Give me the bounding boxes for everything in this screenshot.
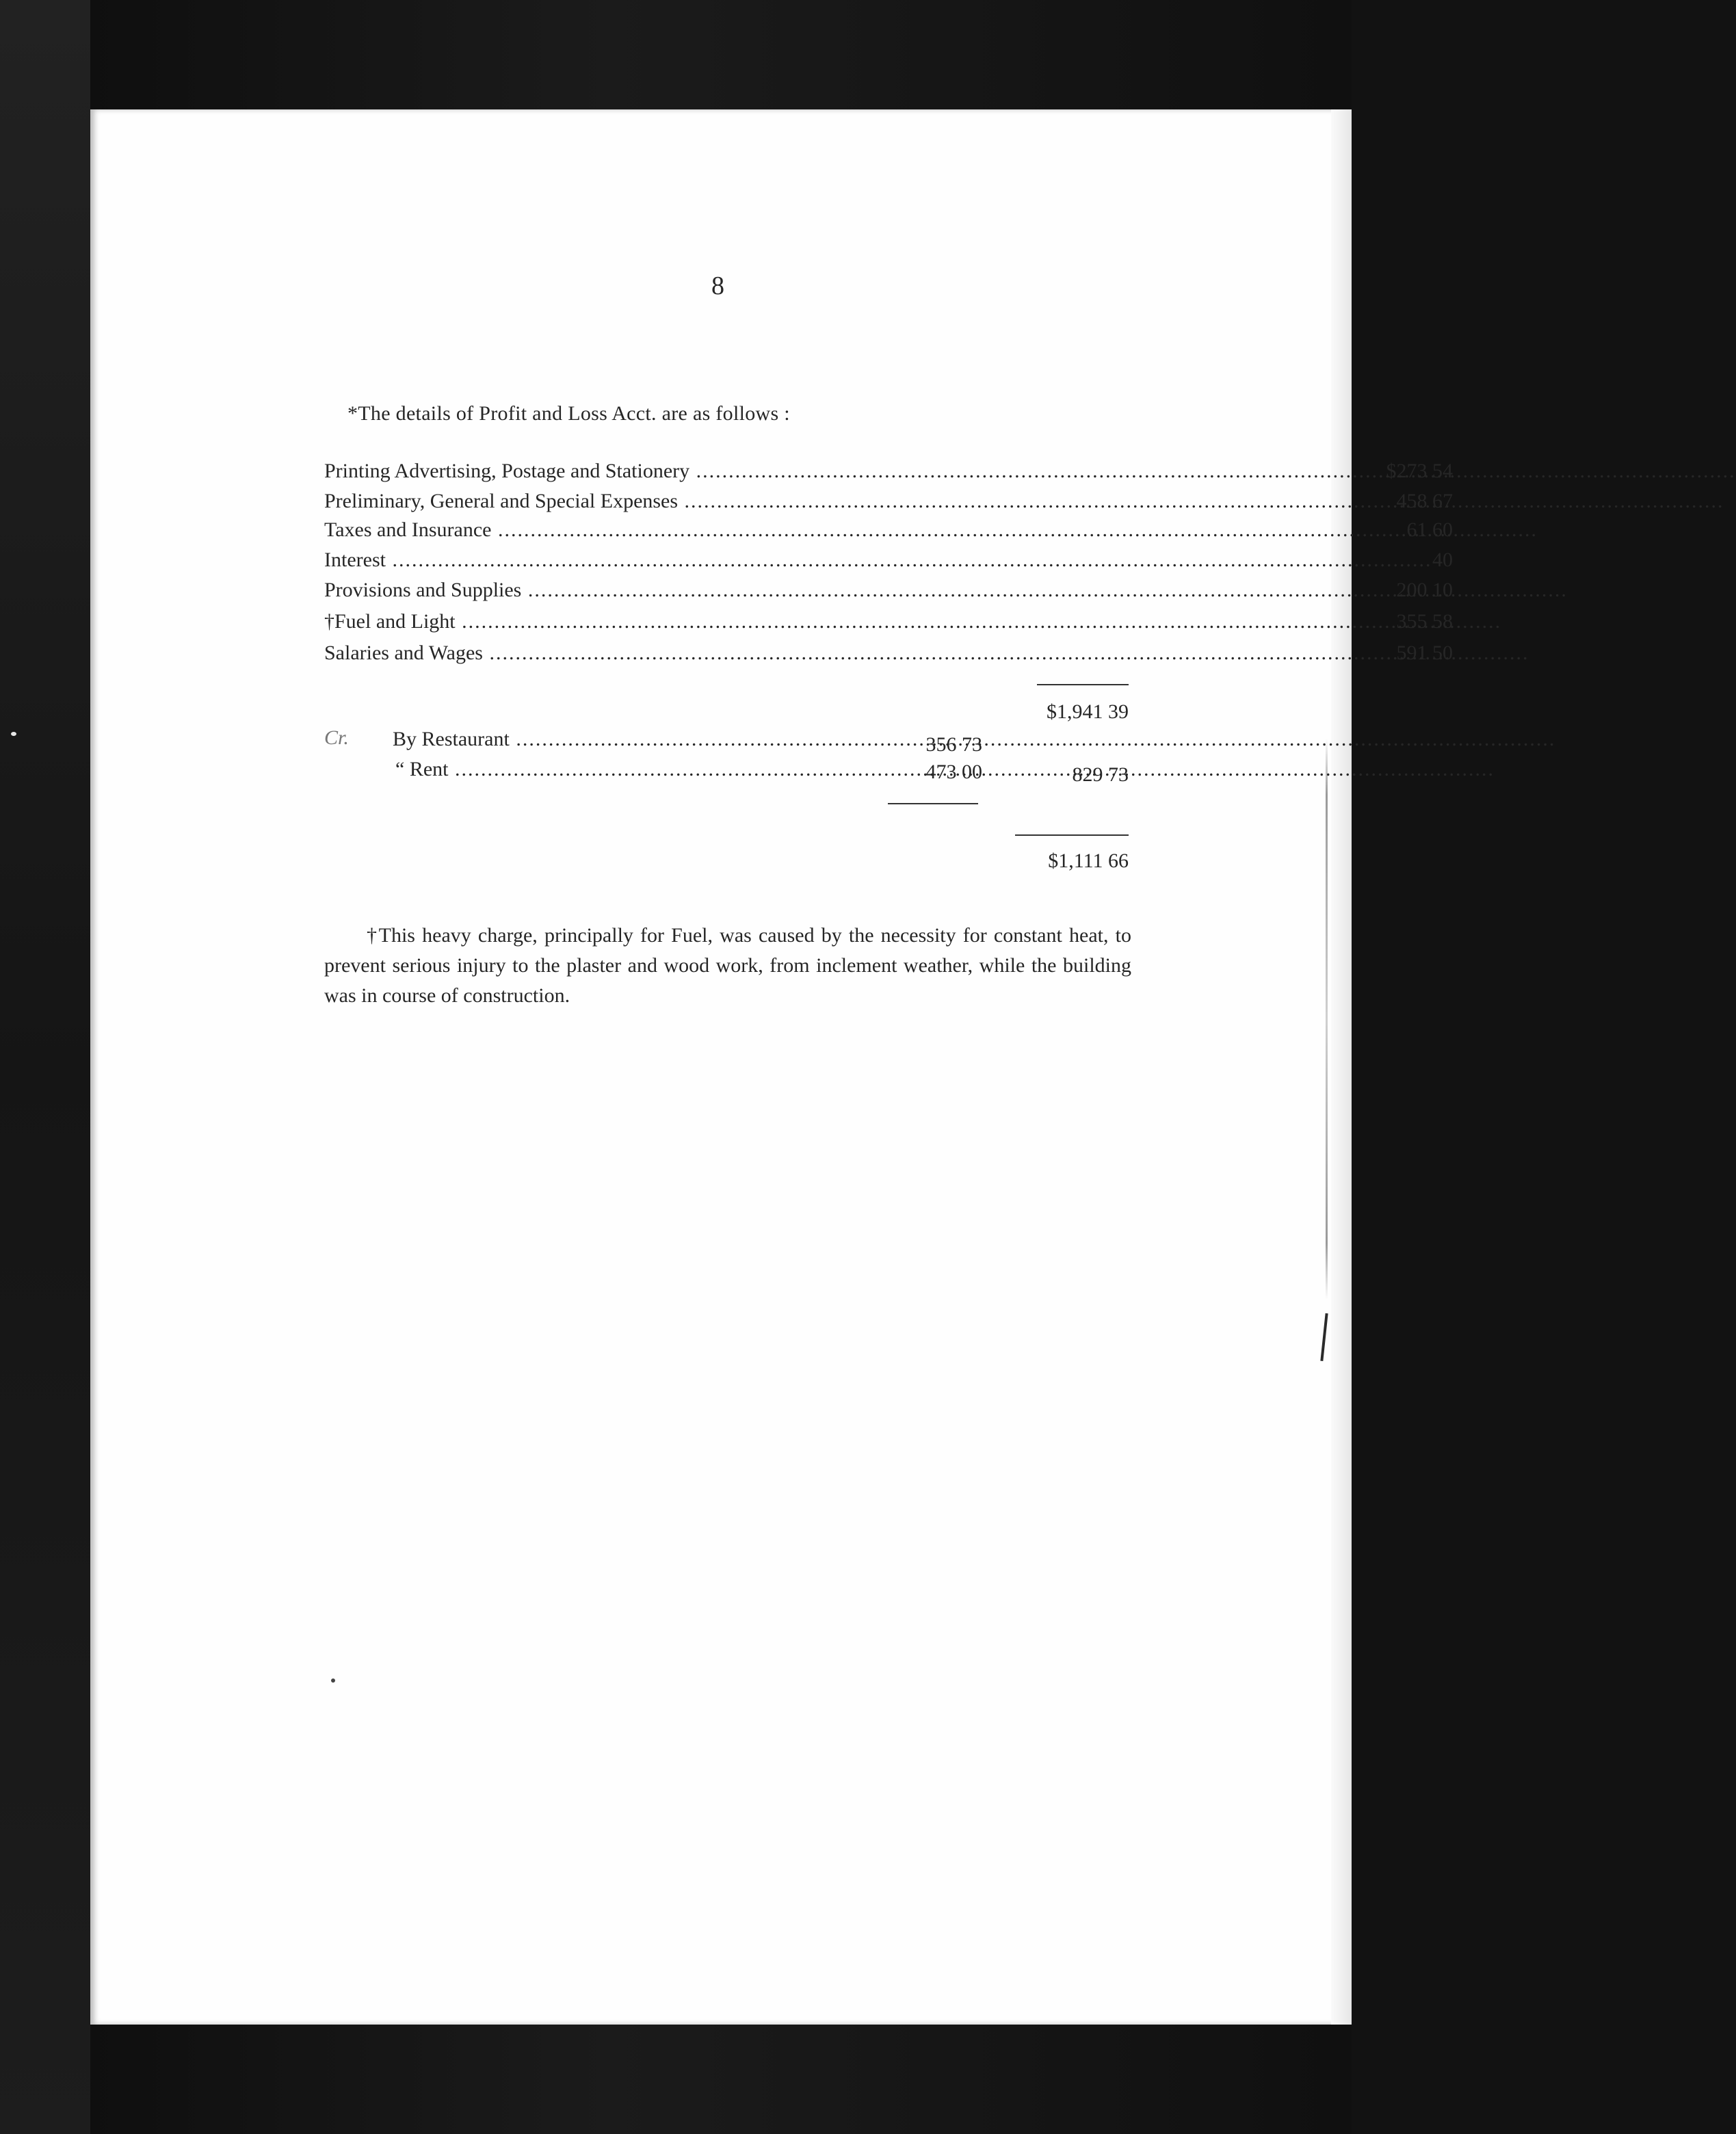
credit-row xyxy=(395,758,826,785)
credit-row xyxy=(393,728,824,755)
total-rule xyxy=(1015,834,1129,836)
expense-amount: 40 xyxy=(1432,549,1453,571)
document-page xyxy=(90,109,1352,2025)
page-number: 8 xyxy=(711,272,724,300)
expense-amount: $273 54 xyxy=(1386,460,1453,482)
expense-row xyxy=(324,579,1453,606)
expense-label: Salaries and Wages ..... xyxy=(324,642,858,665)
credit-rule xyxy=(888,803,978,804)
section-intro: *The details of Profit and Loss Acct. are as follows : xyxy=(347,402,790,425)
credit-total: 829 73 xyxy=(1072,763,1129,786)
credit-item-amount: 356 73 xyxy=(925,733,982,756)
subtotal-rule xyxy=(1037,684,1129,685)
expense-amount: 200 10 xyxy=(1396,579,1453,601)
expense-row xyxy=(324,490,1453,517)
expense-row xyxy=(324,518,1453,546)
total-expenses: $1,941 39 xyxy=(1047,700,1129,723)
footnote: †This heavy charge, principally for Fuel, was caused by the necessity for constant heat, to prevent serious injury to the plaster and wood work, from inclement weather, while the building was in course of construction. xyxy=(324,924,1131,1007)
expense-label: Provisions and Supplies ..... xyxy=(324,579,858,602)
scan-left-border xyxy=(0,0,90,2134)
credit-item-label: By Restaurant ..... xyxy=(393,728,824,751)
net-total: $1,111 66 xyxy=(1048,849,1129,872)
expense-amount: 458 67 xyxy=(1396,490,1453,512)
expense-label: Printing Advertising, Postage and Stationery ..... xyxy=(324,460,858,483)
expense-amount: 591 50 xyxy=(1396,642,1453,664)
scan-speck xyxy=(331,1678,335,1683)
expense-row xyxy=(324,610,1453,637)
expense-label: Preliminary, General and Special Expenses ..... xyxy=(324,490,858,513)
expense-label: Interest ..... xyxy=(324,549,858,572)
expense-row xyxy=(324,549,1453,576)
expense-amount: 61 60 xyxy=(1406,518,1453,541)
expense-label: †Fuel and Light ..... xyxy=(324,610,858,633)
credit-item-amount: 473 00 xyxy=(925,761,982,783)
scan-speck xyxy=(11,732,16,736)
expense-row xyxy=(324,460,1453,487)
credit-label: Cr. xyxy=(324,726,349,749)
expense-amount: 355 58 xyxy=(1396,610,1453,633)
expense-row xyxy=(324,642,1453,669)
page-fold-mark xyxy=(1326,739,1328,1300)
page-right-edge xyxy=(1331,109,1352,2025)
expense-label: Taxes and Insurance ..... xyxy=(324,518,858,542)
credit-item-label: “ Rent ..... xyxy=(395,758,826,781)
